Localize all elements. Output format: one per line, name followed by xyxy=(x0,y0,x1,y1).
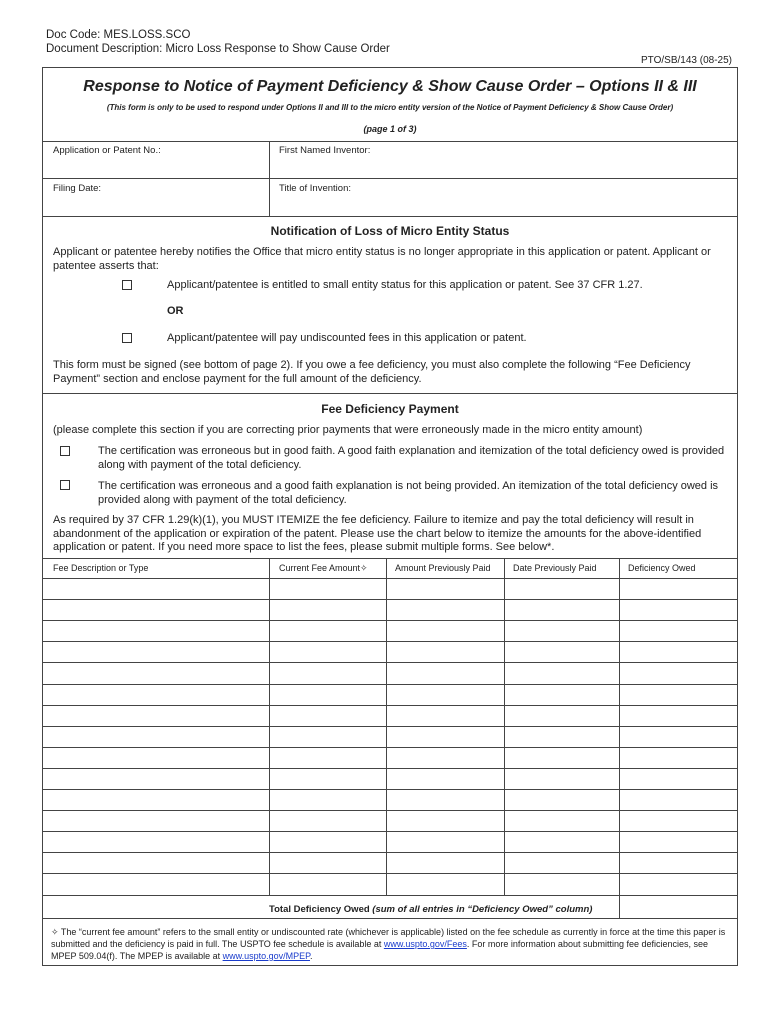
fee-description-cell[interactable] xyxy=(45,621,267,640)
current-fee-cell[interactable] xyxy=(271,874,384,893)
current-fee-cell[interactable] xyxy=(271,642,384,661)
fee-deficiency-instruction: (please complete this section if you are correcting prior payments that were erroneously made in the micro entity amount) xyxy=(53,424,643,436)
total-deficiency-label xyxy=(269,904,592,915)
fee-description-cell[interactable] xyxy=(45,642,267,661)
deficiency-owed-cell[interactable] xyxy=(621,811,735,830)
undiscounted-fees-checkbox[interactable] xyxy=(122,333,132,343)
notification-intro: Applicant or patentee hereby notifies the Office that micro entity status is no longer appropriate in this application or patent. Applicant or patentee asserts that: xyxy=(53,246,711,272)
deficiency-owed-cell[interactable] xyxy=(621,579,735,598)
deficiency-owed-cell[interactable] xyxy=(621,790,735,809)
amount-paid-cell[interactable] xyxy=(388,663,502,682)
current-fee-cell[interactable] xyxy=(271,579,384,598)
signature-note: This form must be signed (see bottom of page 2). If you owe a fee deficiency, you must also complete the following “Fee Deficiency Payment” section and enclose payment for the full amount of the deficiency. xyxy=(53,359,691,385)
first-named-inventor-label: First Named Inventor: xyxy=(279,145,371,156)
date-paid-cell[interactable] xyxy=(506,579,617,598)
amount-paid-cell[interactable] xyxy=(388,706,502,725)
amount-paid-cell[interactable] xyxy=(388,579,502,598)
amount-paid-cell[interactable] xyxy=(388,874,502,893)
col-header-current-fee: Current Fee Amount✧ xyxy=(279,563,368,573)
deficiency-owed-cell[interactable] xyxy=(621,685,735,704)
date-paid-cell[interactable] xyxy=(506,706,617,725)
table-row xyxy=(43,810,737,831)
amount-paid-cell[interactable] xyxy=(388,811,502,830)
fee-description-cell[interactable] xyxy=(45,874,267,893)
table-row xyxy=(43,726,737,747)
amount-paid-cell[interactable] xyxy=(388,832,502,851)
good-faith-checkbox[interactable] xyxy=(60,446,70,456)
current-fee-cell[interactable] xyxy=(271,769,384,788)
good-faith-option-text: The certification was erroneous but in good faith. A good faith explanation and itemization of the total deficiency owed is provided along with payment of the total deficiency. xyxy=(98,445,725,471)
current-fee-cell[interactable] xyxy=(271,685,384,704)
fee-description-cell[interactable] xyxy=(45,790,267,809)
deficiency-owed-cell[interactable] xyxy=(621,853,735,872)
title-of-invention-field[interactable] xyxy=(272,194,734,214)
small-entity-checkbox[interactable] xyxy=(122,280,132,290)
table-row xyxy=(43,578,737,599)
date-paid-cell[interactable] xyxy=(506,874,617,893)
total-deficiency-field[interactable] xyxy=(621,896,735,918)
col-header-fee-description: Fee Description or Type xyxy=(53,563,149,573)
table-row xyxy=(43,684,737,705)
date-paid-cell[interactable] xyxy=(506,685,617,704)
current-fee-cell[interactable] xyxy=(271,727,384,746)
footnote-text-2: . For more information about submitting fee deficiencies, see MPEP 509.04(f). The MPEP is available at xyxy=(51,939,709,961)
date-paid-cell[interactable] xyxy=(506,621,617,640)
total-deficiency-note: (sum of all entries in “Deficiency Owed” column) xyxy=(372,904,593,915)
amount-paid-cell[interactable] xyxy=(388,685,502,704)
first-named-inventor-field[interactable] xyxy=(272,156,734,176)
itemize-requirement: As required by 37 CFR 1.29(k)(1), you MUST ITEMIZE the fee deficiency. Failure to itemize and pay the total deficiency will result in abandonment of the application or expiration of the patent. Please use the chart below to itemize the amounts for the above-identified application or patent. If you need more space to list the fees, please submit multiple forms. See below*. xyxy=(53,514,702,553)
amount-paid-cell[interactable] xyxy=(388,790,502,809)
small-entity-option-text: Applicant/patentee is entitled to small entity status for this application or patent. See 37 CFR 1.27. xyxy=(167,279,643,291)
table-row xyxy=(43,662,737,683)
table-row xyxy=(43,705,737,726)
date-paid-cell[interactable] xyxy=(506,811,617,830)
table-row xyxy=(43,789,737,810)
filing-date-label: Filing Date: xyxy=(53,183,102,194)
fee-description-cell[interactable] xyxy=(45,600,267,619)
application-number-label: Application or Patent No.: xyxy=(53,145,161,156)
date-paid-cell[interactable] xyxy=(506,600,617,619)
fee-description-cell[interactable] xyxy=(45,832,267,851)
uspto-mpep-link[interactable]: www.uspto.gov/MPEP xyxy=(222,951,310,961)
col-header-amount-paid: Amount Previously Paid xyxy=(395,563,491,573)
form-body xyxy=(42,67,738,966)
fee-description-cell[interactable] xyxy=(45,663,267,682)
date-paid-cell[interactable] xyxy=(506,790,617,809)
current-fee-cell[interactable] xyxy=(271,832,384,851)
fee-footnote xyxy=(51,926,731,962)
amount-paid-cell[interactable] xyxy=(388,727,502,746)
deficiency-owed-cell[interactable] xyxy=(621,621,735,640)
filing-date-field[interactable] xyxy=(45,194,267,214)
deficiency-owed-cell[interactable] xyxy=(621,832,735,851)
application-number-field[interactable] xyxy=(45,156,267,176)
current-fee-cell[interactable] xyxy=(271,853,384,872)
table-row xyxy=(43,852,737,873)
title-of-invention-label: Title of Invention: xyxy=(279,183,351,194)
form-subtitle: (This form is only to be used to respond under Options II and III to the micro entity version of the Notice of Payment Deficiency & Show Cause Order) xyxy=(106,103,674,112)
deficiency-owed-cell[interactable] xyxy=(621,769,735,788)
form-title: Response to Notice of Payment Deficiency & Show Cause Order – Options II & III xyxy=(83,78,697,95)
notification-heading: Notification of Loss of Micro Entity Status xyxy=(270,224,510,238)
table-row xyxy=(43,873,737,894)
table-row xyxy=(43,641,737,662)
no-explanation-checkbox[interactable] xyxy=(60,480,70,490)
date-paid-cell[interactable] xyxy=(506,663,617,682)
date-paid-cell[interactable] xyxy=(506,642,617,661)
doc-code: Doc Code: MES.LOSS.SCO xyxy=(46,29,191,41)
no-explanation-option-text: The certification was erroneous and a good faith explanation is not being provided. An itemization of the total deficiency owed is provided along with payment of the total deficiency. xyxy=(98,480,719,506)
current-fee-cell[interactable] xyxy=(271,748,384,767)
date-paid-cell[interactable] xyxy=(506,769,617,788)
amount-paid-cell[interactable] xyxy=(388,600,502,619)
fee-description-cell[interactable] xyxy=(45,748,267,767)
fee-description-cell[interactable] xyxy=(45,706,267,725)
fee-description-cell[interactable] xyxy=(45,853,267,872)
form-number: PTO/SB/143 (08-25) xyxy=(641,55,732,66)
current-fee-cell[interactable] xyxy=(271,811,384,830)
current-fee-cell[interactable] xyxy=(271,621,384,640)
amount-paid-cell[interactable] xyxy=(388,748,502,767)
date-paid-cell[interactable] xyxy=(506,853,617,872)
deficiency-owed-cell[interactable] xyxy=(621,727,735,746)
deficiency-owed-cell[interactable] xyxy=(621,706,735,725)
current-fee-cell[interactable] xyxy=(271,663,384,682)
col-header-date-paid: Date Previously Paid xyxy=(513,563,597,573)
fee-description-cell[interactable] xyxy=(45,769,267,788)
current-fee-cell[interactable] xyxy=(271,790,384,809)
amount-paid-cell[interactable] xyxy=(388,642,502,661)
doc-description: Document Description: Micro Loss Response to Show Cause Order xyxy=(46,43,390,55)
table-row xyxy=(43,768,737,789)
amount-paid-cell[interactable] xyxy=(388,853,502,872)
date-paid-cell[interactable] xyxy=(506,727,617,746)
date-paid-cell[interactable] xyxy=(506,832,617,851)
total-deficiency-text: Total Deficiency Owed xyxy=(269,904,370,915)
fee-description-cell[interactable] xyxy=(45,579,267,598)
page-indicator: (page 1 of 3) xyxy=(363,124,417,134)
col-header-deficiency-owed: Deficiency Owed xyxy=(628,563,696,573)
footnote-text-1: ✧ The “current fee amount” refers to the small entity or undiscounted rate (whichever is applicable) listed on the fee schedule as currently in force at the time this paper is submitted and the deficiency is paid in full. The USPTO fee schedule is available at xyxy=(51,927,726,949)
table-row xyxy=(43,747,737,768)
table-row xyxy=(43,620,737,641)
deficiency-owed-cell[interactable] xyxy=(621,874,735,893)
uspto-fees-link[interactable]: www.uspto.gov/Fees xyxy=(383,939,467,949)
fee-description-cell[interactable] xyxy=(45,727,267,746)
deficiency-owed-cell[interactable] xyxy=(621,748,735,767)
table-row xyxy=(43,831,737,852)
deficiency-owed-cell[interactable] xyxy=(621,663,735,682)
fee-table xyxy=(43,558,737,918)
current-fee-cell[interactable] xyxy=(271,600,384,619)
date-paid-cell[interactable] xyxy=(506,748,617,767)
current-fee-cell[interactable] xyxy=(271,706,384,725)
footnote-text-3: . xyxy=(309,951,313,961)
fee-description-cell[interactable] xyxy=(45,811,267,830)
deficiency-owed-cell[interactable] xyxy=(621,642,735,661)
amount-paid-cell[interactable] xyxy=(388,769,502,788)
undiscounted-fees-option-text: Applicant/patentee will pay undiscounted fees in this application or patent. xyxy=(167,332,527,344)
amount-paid-cell[interactable] xyxy=(388,621,502,640)
fee-description-cell[interactable] xyxy=(45,685,267,704)
fee-deficiency-heading: Fee Deficiency Payment xyxy=(321,402,459,416)
table-row xyxy=(43,599,737,620)
or-label: OR xyxy=(167,305,184,317)
deficiency-owed-cell[interactable] xyxy=(621,600,735,619)
